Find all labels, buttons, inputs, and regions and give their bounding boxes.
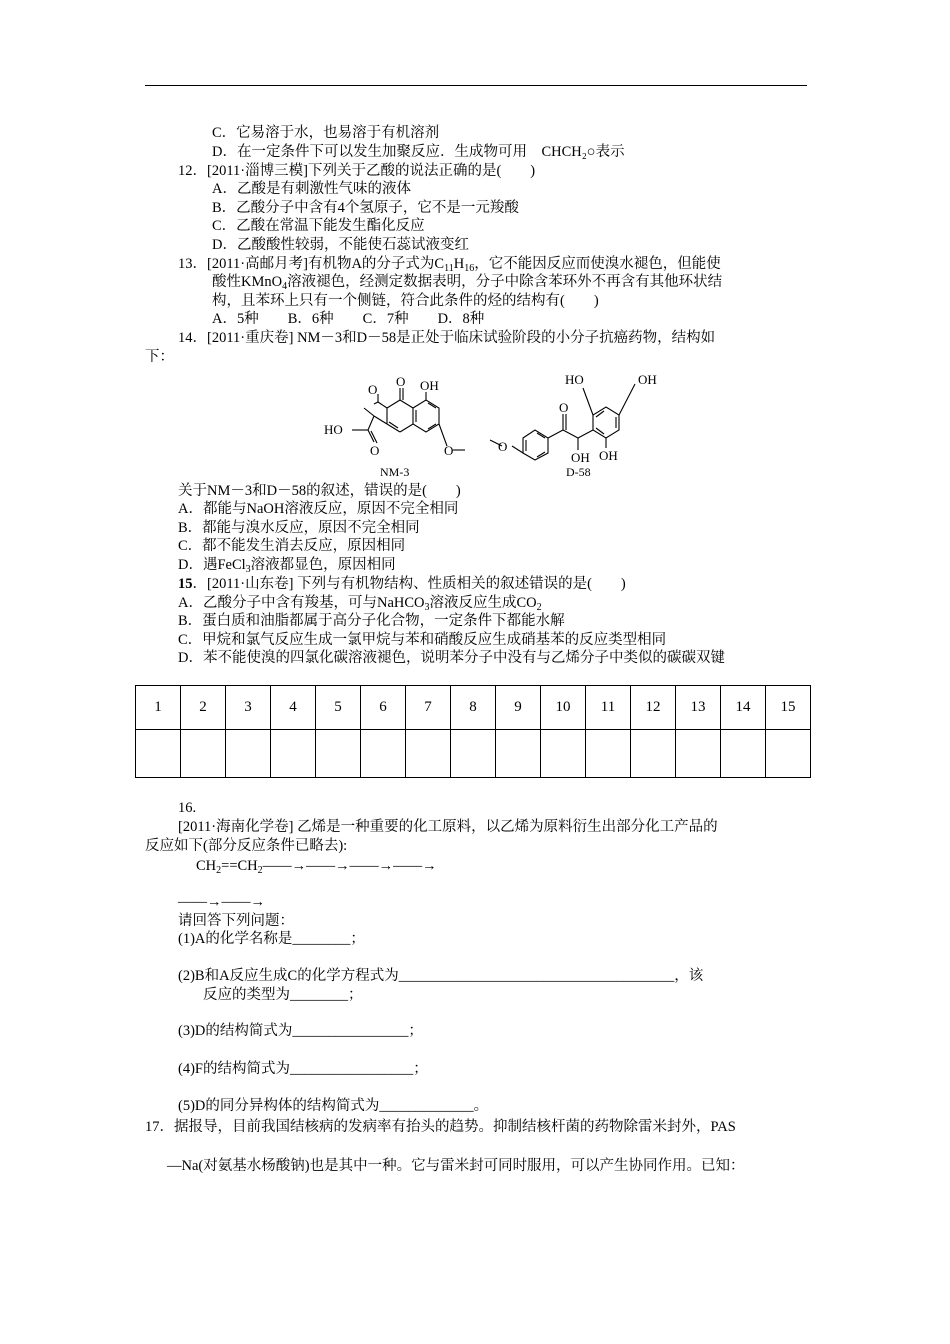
q13-options: A．5种 B．6种 C．7种 D．8种	[212, 311, 485, 327]
q16-prompt: 请回答下列问题：	[178, 913, 294, 929]
q16-part-5: (5)D的同分异构体的结构简式为_____________。	[178, 1098, 489, 1114]
q14-option-c: C．都不能发生消去反应，原因相同	[178, 538, 406, 554]
answer-cell[interactable]	[406, 730, 451, 778]
q13-text: 酸性KMnO	[212, 274, 283, 290]
q16-scheme-line-2: ——→——→	[178, 894, 265, 910]
answer-header-cell: 7	[406, 686, 451, 730]
q16-line-2: 反应如下(部分反应条件已略去):	[145, 838, 348, 854]
q16-text: ==CH	[221, 858, 258, 874]
header-rule	[145, 85, 807, 86]
answer-header-cell: 4	[271, 686, 316, 730]
q13-text: ，它不能因反应而使溴水褪色，但能使	[474, 256, 721, 272]
answer-cell[interactable]	[136, 730, 181, 778]
answer-cell[interactable]	[586, 730, 631, 778]
q15-subscript: 3	[424, 602, 430, 613]
q13-text: H	[453, 256, 465, 272]
q12-option-d: D．乙酸酸性较弱，不能使石蕊试液变红	[212, 237, 469, 253]
answer-cell[interactable]	[181, 730, 226, 778]
q15-option-c: C．甲烷和氯气反应生成一氯甲烷与苯和硝酸反应生成硝基苯的反应类型相同	[178, 632, 667, 648]
q15-option-d: D．苯不能使溴的四氯化碳溶液褪色，说明苯分子中没有与乙烯分子中类似的碳碳双键	[178, 650, 725, 666]
answer-cell[interactable]	[541, 730, 586, 778]
q15-option-b: B．蛋白质和油脂都属于高分子化合物，一定条件下都能水解	[178, 613, 565, 629]
answer-cell[interactable]	[766, 730, 811, 778]
q12-option-a: A．乙酸是有刺激性气味的液体	[212, 181, 411, 197]
q16-text: CH	[196, 858, 217, 874]
d58-structure-figure	[485, 364, 670, 479]
q17-line-1: 17．据报导，目前我国结核病的发病率有抬头的趋势。抑制结核杆菌的药物除雷米封外，PAS	[145, 1119, 736, 1135]
nm3-acid-oxygen: O	[370, 443, 380, 458]
q14-subscript: 3	[245, 564, 251, 575]
q14-line-1: 14．[2011·重庆卷] NM－3和D－58是正处于临床试验阶段的小分子抗癌药物，结构如	[178, 330, 716, 346]
q14-stem: 关于NM－3和D－58的叙述，错误的是( )	[178, 483, 461, 499]
answer-header-cell: 6	[361, 686, 406, 730]
answer-cell[interactable]	[451, 730, 496, 778]
answer-table-blank-row	[136, 730, 811, 778]
q15-number: 15	[178, 576, 193, 592]
d58-methoxy-oxygen: O	[498, 439, 508, 454]
q16-number: 16.	[178, 800, 197, 816]
answer-cell[interactable]	[316, 730, 361, 778]
q14-text: 溶液都显色，原因相同	[250, 557, 396, 573]
q16-part-2-cont: 反应的类型为________；	[203, 987, 363, 1003]
q13-subscript: 11	[444, 263, 454, 274]
q13-text: 13．[2011·高邮月考]有机物A的分子式为C	[178, 256, 445, 272]
answer-cell[interactable]	[361, 730, 406, 778]
nm3-hydroxyl: OH	[420, 378, 439, 393]
d58-hydroxyl-right: OH	[638, 372, 657, 387]
q14-option-a: A．都能与NaOH溶液反应，原因不完全相同	[178, 501, 459, 517]
d58-label: D-58	[566, 465, 591, 479]
answer-header-cell: 9	[496, 686, 541, 730]
nm3-carbonyl-oxygen: O	[396, 374, 406, 389]
answer-header-cell: 5	[316, 686, 361, 730]
q16-part-1: (1)A的化学名称是________；	[178, 931, 365, 947]
nm3-structure-figure	[318, 364, 493, 479]
nm3-ring-oxygen: O	[368, 382, 378, 397]
d58-hydroxyl-left: HO	[565, 372, 584, 387]
q14-line-2: 下：	[145, 349, 174, 365]
q13-text: 溶液褪色，经测定数据表明，分子中除含苯环外不再含有其他环状结	[287, 274, 723, 290]
d58-hydroxyl-chain: OH	[571, 450, 590, 465]
answer-cell[interactable]	[496, 730, 541, 778]
q14-option-b: B．都能与溴水反应，原因不完全相同	[178, 520, 420, 536]
q16-subscript: 2	[257, 865, 263, 876]
q13-subscript: 16	[464, 263, 475, 274]
q16-part-2: (2)B和A反应生成C的化学方程式为______________________________________，该	[178, 968, 704, 984]
q17-line-2: —Na(对氨基水杨酸钠)也是其中一种。它与雷米封可同时服用，可以产生协同作用。已知：	[167, 1158, 745, 1174]
answer-header-cell: 15	[766, 686, 811, 730]
q16-scheme-line-1	[196, 857, 437, 880]
nm3-methoxy-oxygen: O	[444, 443, 454, 458]
answer-header-cell: 8	[451, 686, 496, 730]
q16-line-1: [2011·海南化学卷] 乙烯是一种重要的化工原料，以乙烯为原料衍生出部分化工产品的	[178, 819, 718, 835]
answer-header-cell: 12	[631, 686, 676, 730]
answer-cell[interactable]	[631, 730, 676, 778]
d58-carbonyl-oxygen: O	[559, 400, 569, 415]
q11-option-c: C．它易溶于水，也易溶于有机溶剂	[212, 125, 440, 141]
nm3-acid-hydroxyl: HO	[324, 422, 343, 437]
nm3-label: NM-3	[380, 465, 410, 479]
answer-header-cell: 2	[181, 686, 226, 730]
q15-text: A．乙酸分子中含有羧基，可与NaHCO	[178, 595, 425, 611]
q12-option-b: B．乙酸分子中含有4个氢原子，它不是一元羧酸	[212, 200, 519, 216]
q13-subscript: 4	[282, 281, 288, 292]
q16-part-4: (4)F的结构简式为_________________；	[178, 1061, 428, 1077]
d58-hydroxyl-lower: OH	[599, 448, 618, 463]
q15-text: ．[2011·山东卷] 下列与有机物结构、性质相关的叙述错误的是( )	[192, 576, 626, 592]
answer-header-cell: 1	[136, 686, 181, 730]
q16-reaction-arrows: ——→——→——→——→	[262, 858, 437, 874]
answer-header-cell: 10	[541, 686, 586, 730]
q15-text: 溶液反应生成CO	[429, 595, 537, 611]
answer-cell[interactable]	[226, 730, 271, 778]
q12-stem: 12．[2011·淄博三模]下列关于乙酸的说法正确的是( )	[178, 163, 536, 179]
q13-line-3: 构，且苯环上只有一个侧链，符合此条件的烃的结构有( )	[212, 293, 599, 309]
q15-stem	[178, 575, 626, 593]
answer-header-cell: 11	[586, 686, 631, 730]
q15-subscript: 2	[536, 602, 542, 613]
answer-cell[interactable]	[271, 730, 316, 778]
answer-table-header-row	[136, 686, 811, 730]
answer-cell[interactable]	[721, 730, 766, 778]
answer-header-cell: 3	[226, 686, 271, 730]
q12-option-c: C．乙酸在常温下能发生酯化反应	[212, 218, 425, 234]
q16-part-3: (3)D的结构简式为________________；	[178, 1023, 423, 1039]
answer-header-cell: 13	[676, 686, 721, 730]
answer-table	[135, 685, 811, 778]
answer-header-cell: 14	[721, 686, 766, 730]
q16-subscript: 2	[216, 865, 222, 876]
answer-cell[interactable]	[676, 730, 721, 778]
q11-option-d: D．在一定条件下可以发生加聚反应．生成物可用 CHCH₂○表示	[212, 144, 625, 160]
q14-text: D．遇FeCl	[178, 557, 246, 573]
